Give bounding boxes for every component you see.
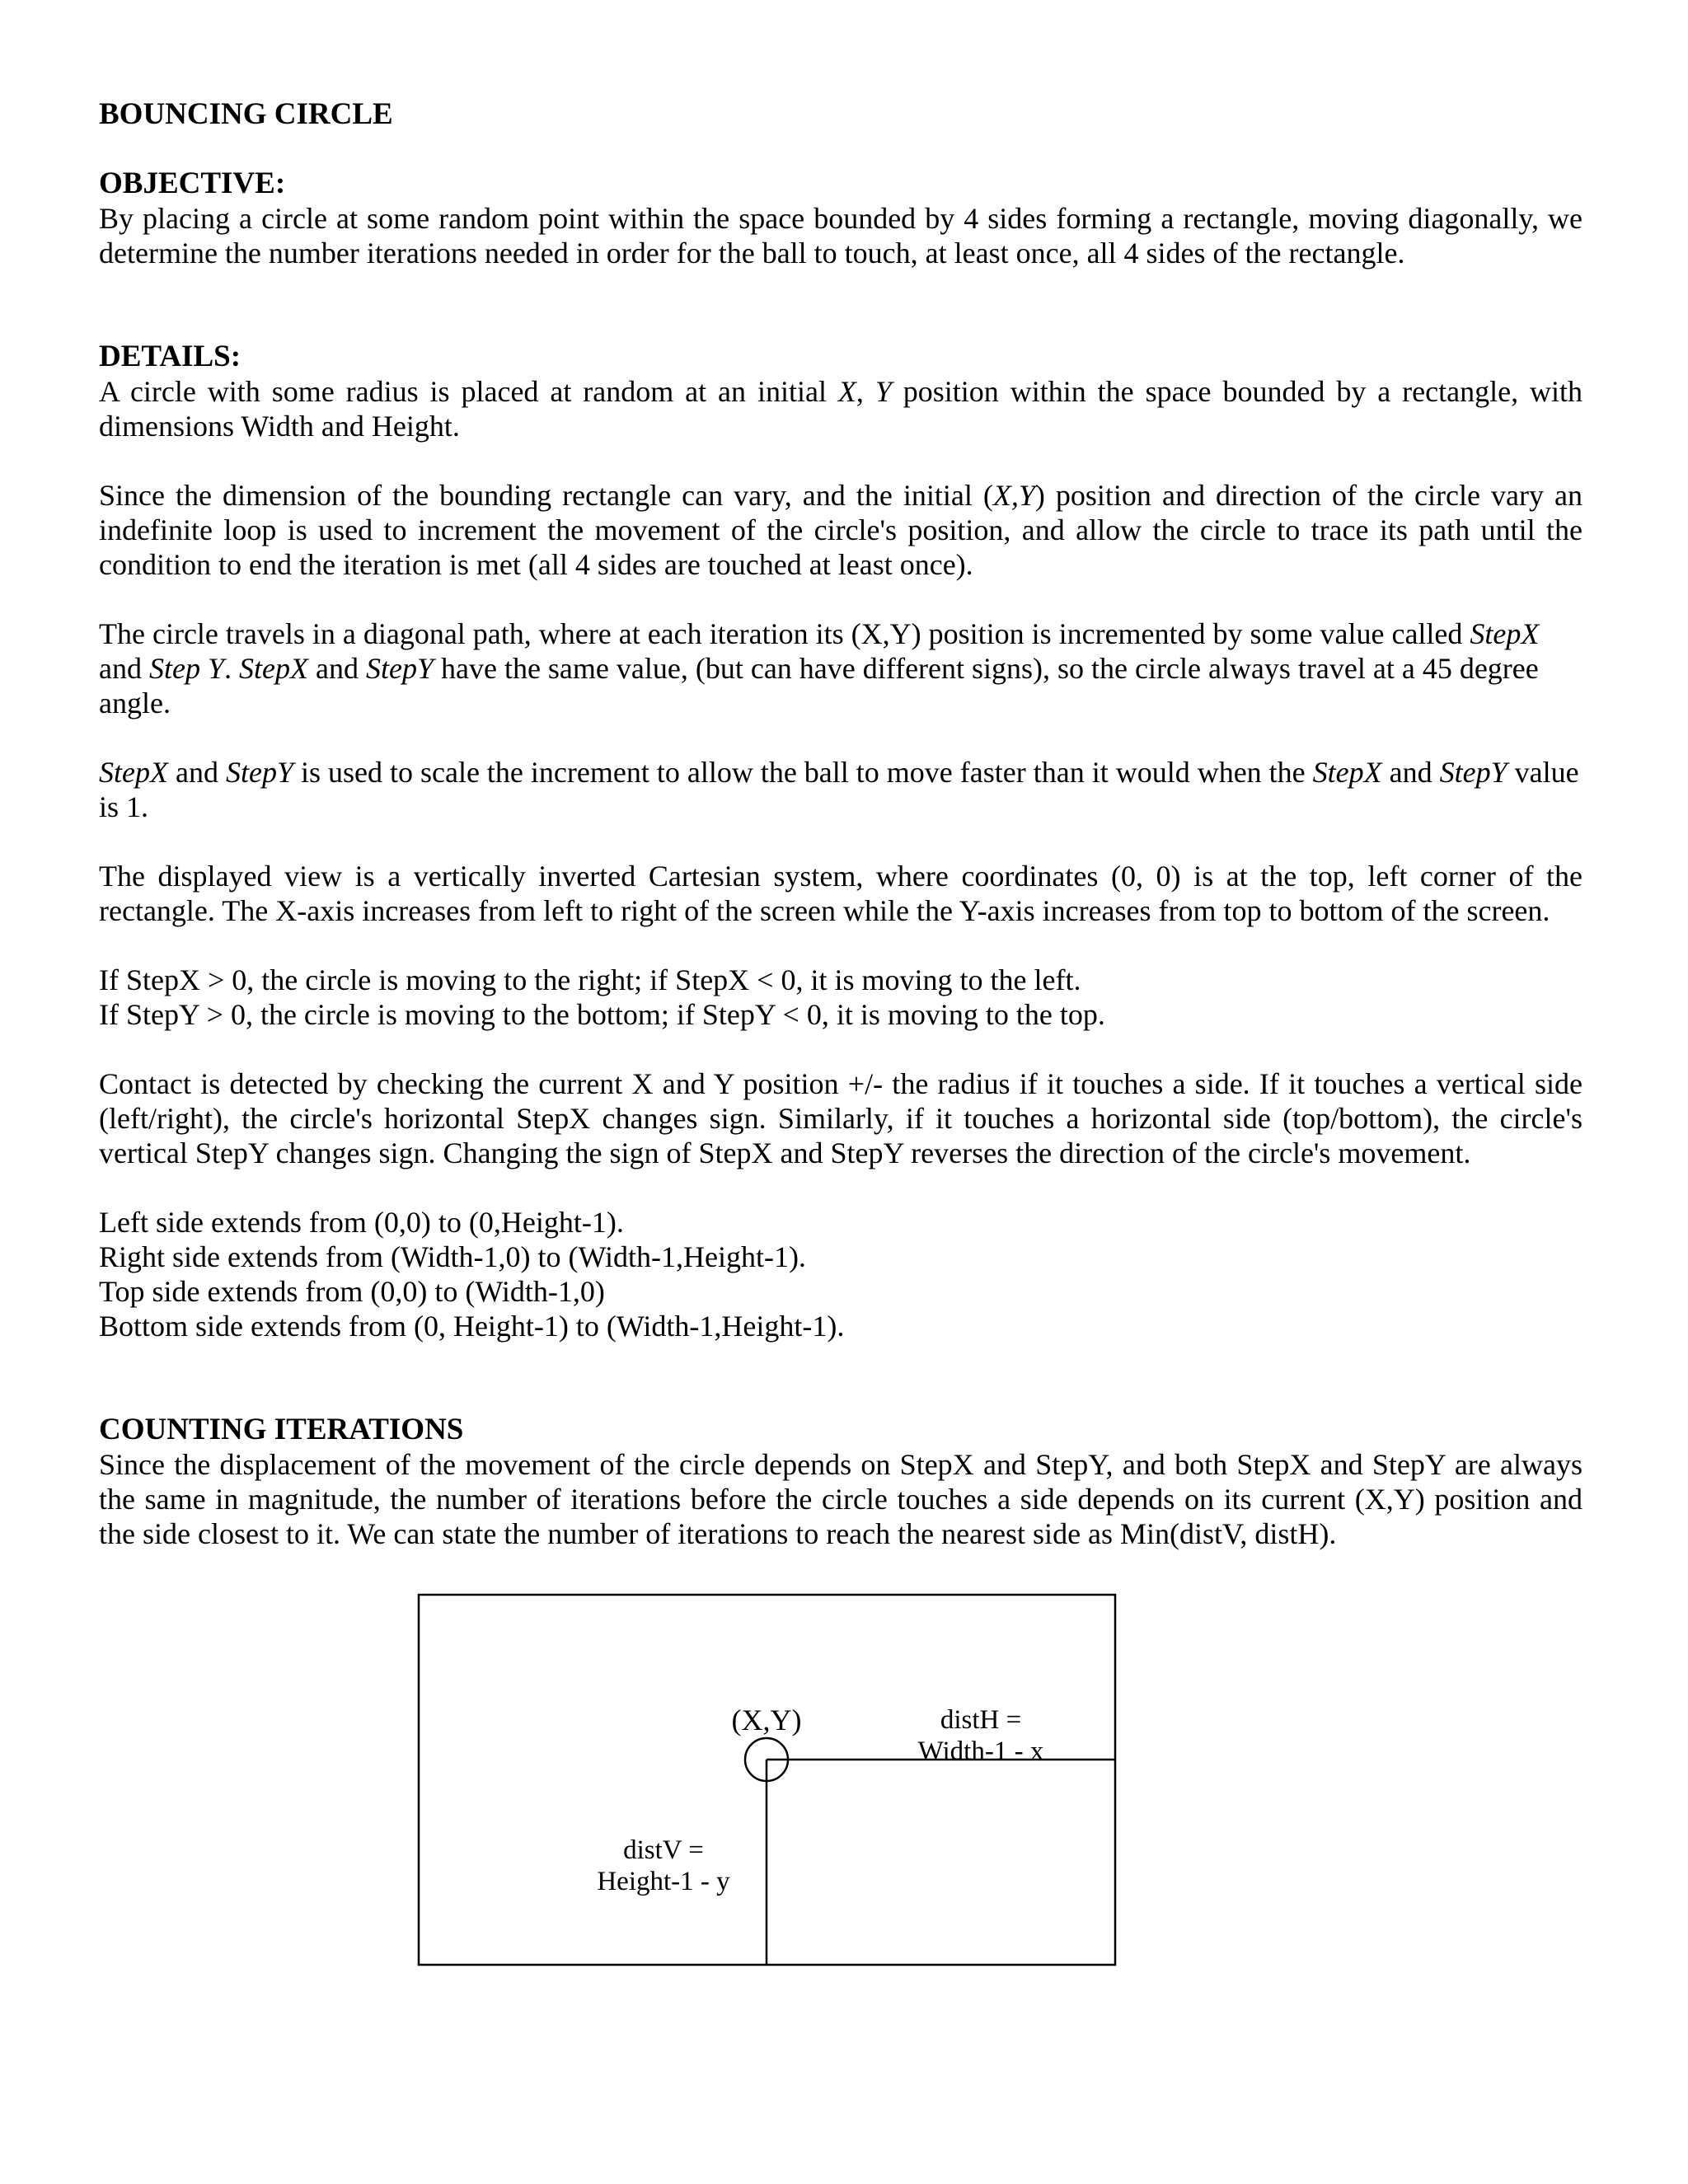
distv-label-line-2: Height-1 - y <box>597 1867 730 1896</box>
right-side-line: Right side extends from (Width-1,0) to (Width-1,Height-1). <box>99 1240 806 1273</box>
objective-text: By placing a circle at some random point within the space bounded by 4 sides forming a rectangle, moving diagonally, we determine the number iterations needed in order for the ball to touch, at least once, all 4 sides of the rectangle. <box>99 202 1582 269</box>
details-paragraph-6 <box>99 963 1582 1032</box>
details-heading: DETAILS: <box>99 340 241 373</box>
details-paragraph-3: The circle travels in a diagonal path, where at each iteration its (X,Y) position is incremented by some value called StepX and Step Y. StepX and StepY have the same value, (but can have different signs), so the circle always travel at a 45 degree angle. <box>99 617 1540 719</box>
counting-heading: COUNTING ITERATIONS <box>99 1413 464 1446</box>
distv-label <box>569 1835 758 1897</box>
details-paragraph-4: StepX and StepY is used to scale the increment to allow the ball to move faster than it would when the StepX and StepY value is 1. <box>99 756 1579 823</box>
details-paragraph-8 <box>99 1205 1582 1343</box>
disth-label-line-2: Width-1 - x <box>917 1736 1044 1766</box>
details-paragraph-7: Contact is detected by checking the current X and Y position +/- the radius if it touches a side. If it touches a vertical side (left/right), the circle's horizontal StepX changes sign. Similarly, if it touches a horizontal side (top/bottom), the circle's vertical StepY changes sign. Changing the sign of StepX and StepY reverses the direction of the circle's movement. <box>99 1067 1582 1169</box>
document-page <box>99 97 1582 1551</box>
objective-heading: OBJECTIVE: <box>99 166 286 200</box>
step-x-direction-line: If StepX > 0, the circle is moving to the right; if StepX < 0, it is moving to the left. <box>99 963 1081 996</box>
bottom-side-line: Bottom side extends from (0, Height-1) to (Width-1,Height-1). <box>99 1310 845 1343</box>
details-paragraph-2: Since the dimension of the bounding rectangle can vary, and the initial (X,Y) position and direction of the circle vary an indefinite loop is used to increment the movement of the circle's position, and allow the circle to trace its path until the condition to end the iteration is met (all 4 sides are touched at least once). <box>99 479 1583 581</box>
xy-label: (X,Y) <box>731 1704 802 1736</box>
details-paragraph-5: The displayed view is a vertically inverted Cartesian system, where coordinates (0, 0) is at the top, left corner of the rectangle. The X-axis increases from left to right of the screen while the Y-axis increases from top to bottom of the screen. <box>99 860 1582 927</box>
disth-label-line-1: distH = <box>940 1705 1022 1735</box>
counting-text: Since the displacement of the movement of the circle depends on StepX and StepY, and both StepX and StepY are always the same in magnitude, the number of iterations before the circle touches a side depends on its current (X,Y) position and the side closest to it. We can state the number of iterations to reach the nearest side as Min(distV, distH). <box>99 1448 1582 1550</box>
distv-label-line-1: distV = <box>623 1835 704 1865</box>
document-title: BOUNCING CIRCLE <box>99 97 393 131</box>
circle-marker <box>745 1738 788 1781</box>
disth-label <box>890 1704 1071 1767</box>
bounding-rectangle <box>419 1595 1115 1965</box>
left-side-line: Left side extends from (0,0) to (0,Height-1). <box>99 1206 624 1239</box>
step-y-direction-line: If StepY > 0, the circle is moving to the bottom; if StepY < 0, it is moving to the top. <box>99 998 1105 1031</box>
top-side-line: Top side extends from (0,0) to (Width-1,0) <box>99 1275 605 1308</box>
details-paragraph-1: A circle with some radius is placed at random at an initial X, Y position within the space bounded by a rectangle, with dimensions Width and Height. <box>99 375 1583 443</box>
